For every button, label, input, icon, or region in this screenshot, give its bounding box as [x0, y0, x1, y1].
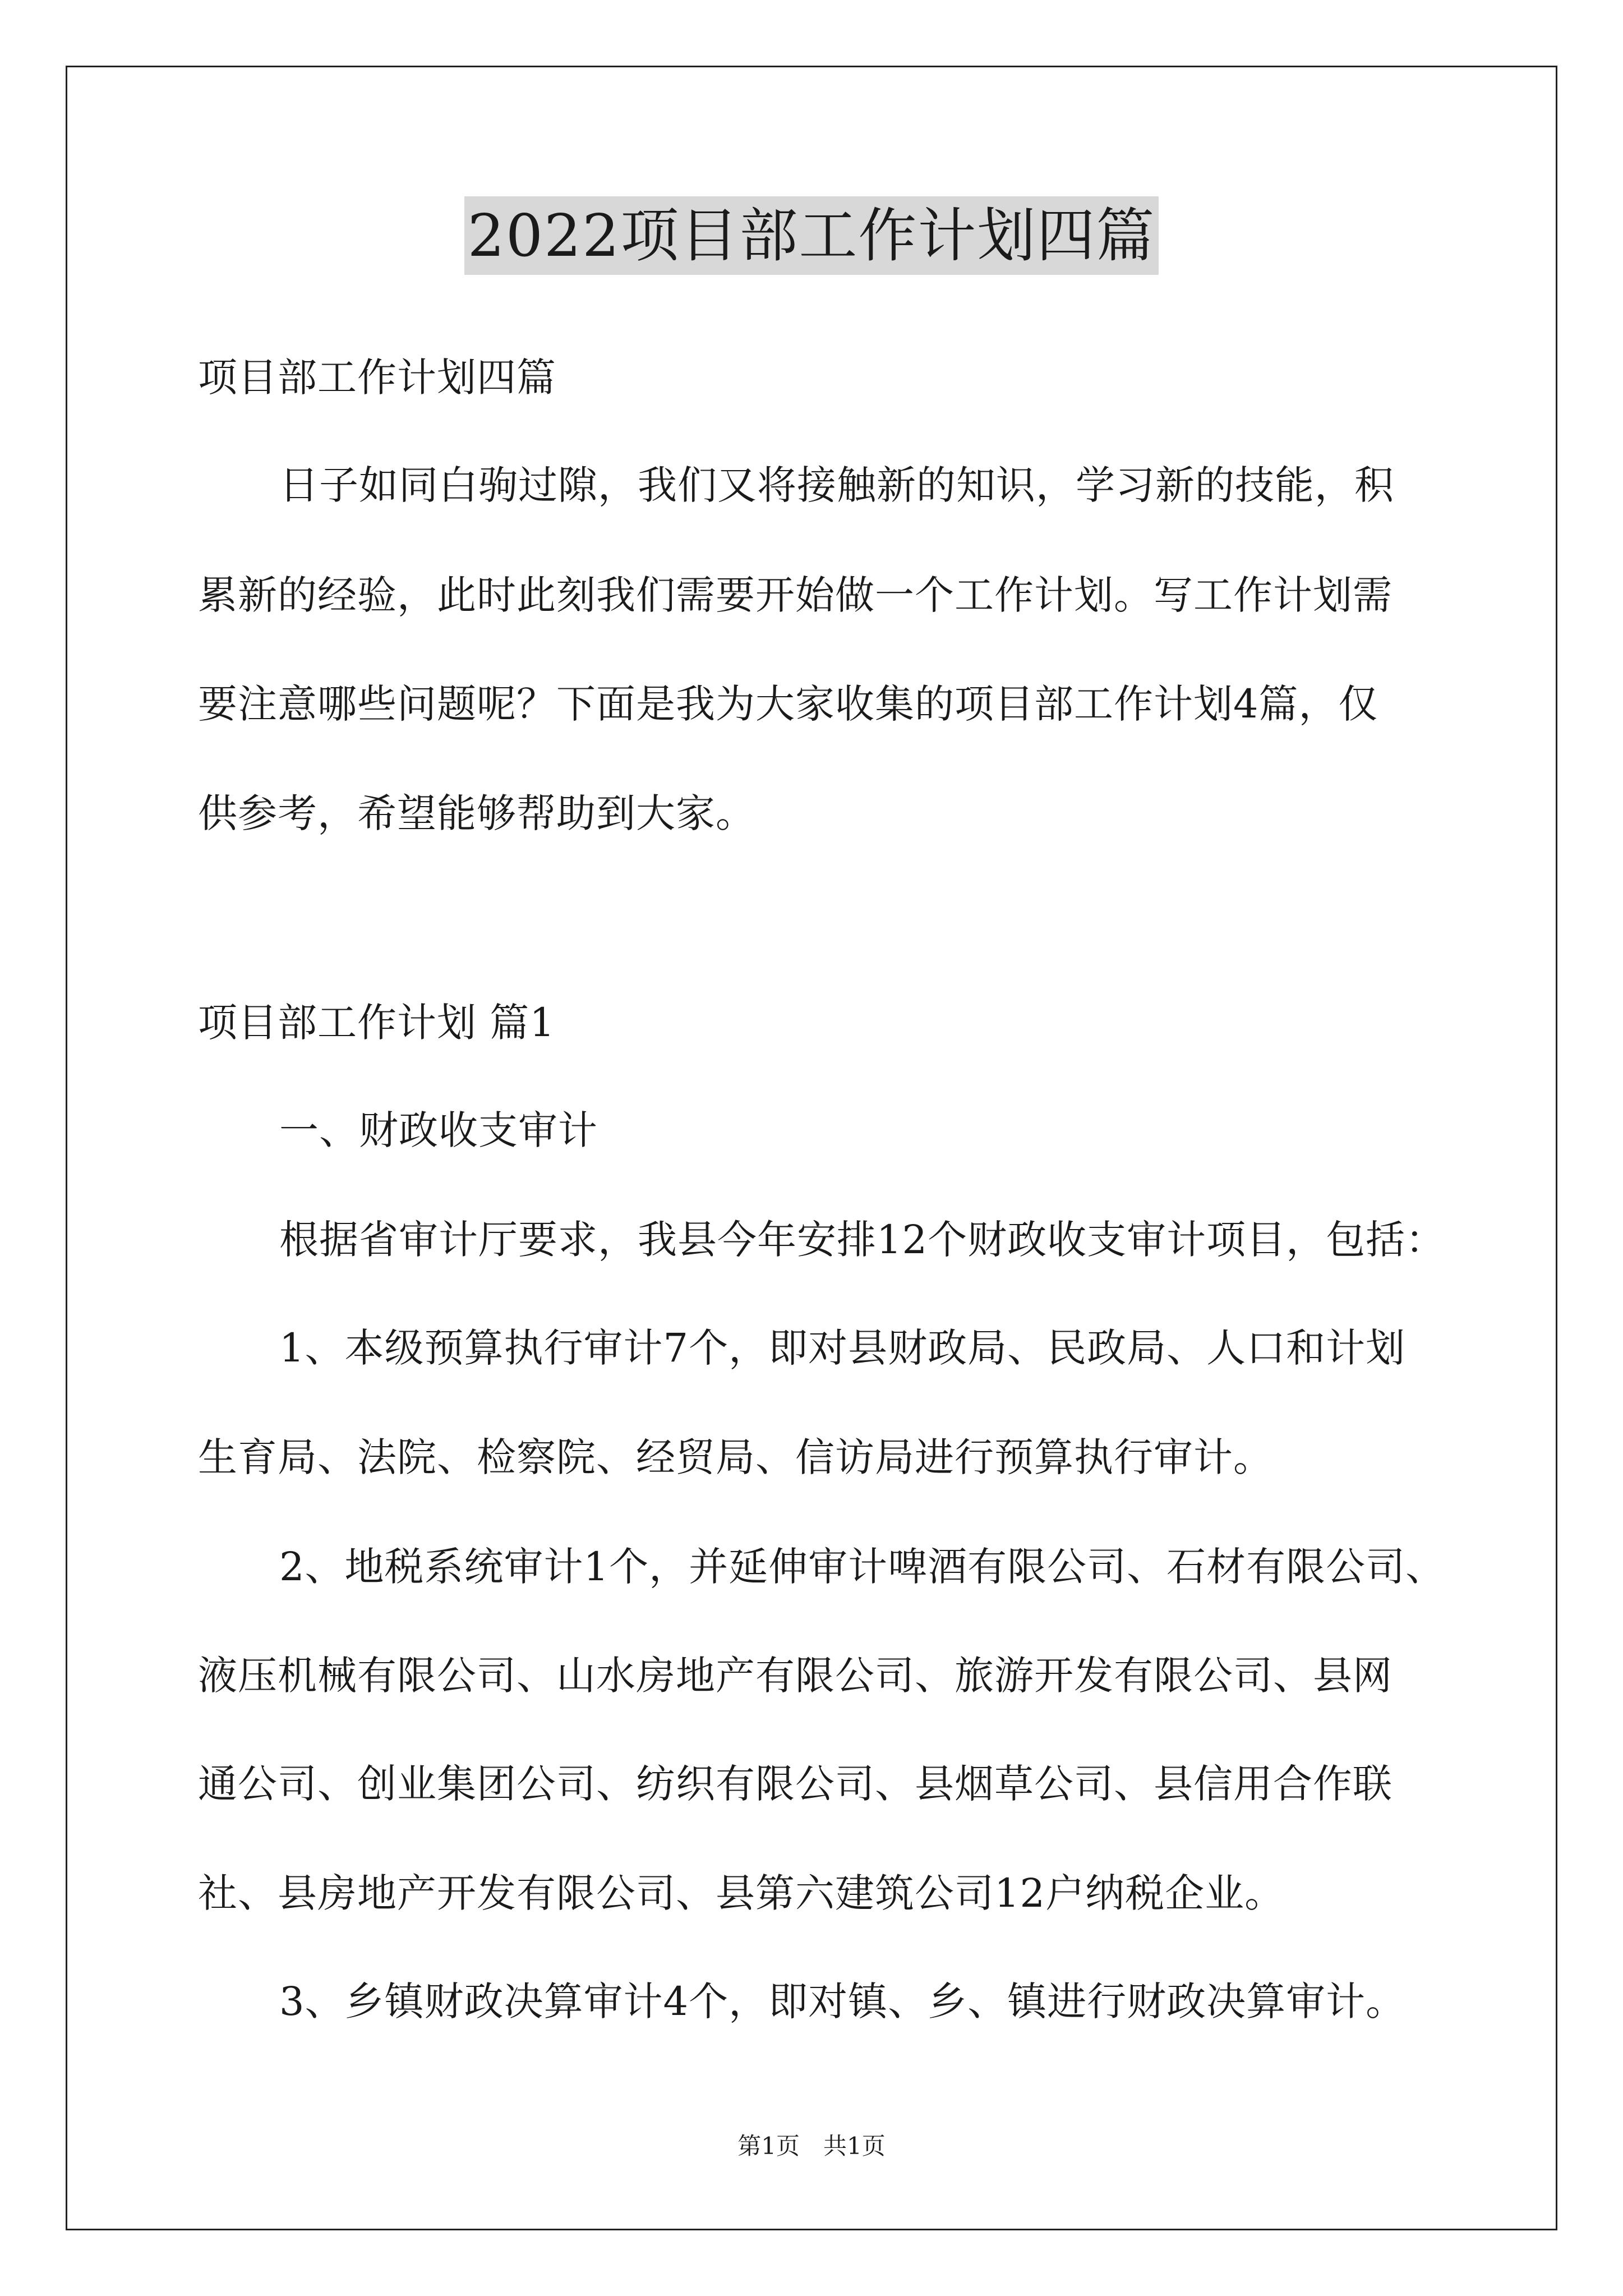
- page-footer: 第1页 共1页: [737, 2132, 886, 2160]
- intro-line-4: 供参考，希望能够帮助到大家。: [198, 790, 755, 836]
- document-title: 2022项目部工作计划四篇: [464, 196, 1159, 275]
- title-container: [0, 196, 1623, 275]
- intro-line-2: 累新的经验，此时此刻我们需要开始做一个工作计划。写工作计划需: [198, 572, 1393, 618]
- item2-line-2: 液压机械有限公司、山水房地产有限公司、旅游开发有限公司、县网: [198, 1653, 1393, 1699]
- document-subtitle: 项目部工作计划四篇: [198, 355, 556, 401]
- intro-line-3: 要注意哪些问题呢？下面是我为大家收集的项目部工作计划4篇，仅: [198, 681, 1378, 727]
- intro-line-1: 日子如同白驹过隙，我们又将接触新的知识，学习新的技能，积: [279, 462, 1394, 508]
- para-basis: 根据省审计厅要求，我县今年安排12个财政收支审计项目，包括：: [279, 1217, 1446, 1263]
- item2-line-3: 通公司、创业集团公司、纺织有限公司、县烟草公司、县信用合作联: [198, 1761, 1393, 1807]
- item2-line-1: 2、地税系统审计1个，并延伸审计啤酒有限公司、石材有限公司、: [279, 1544, 1446, 1590]
- section1-subheading: 一、财政收支审计: [279, 1107, 598, 1153]
- item1-line-2: 生育局、法院、检察院、经贸局、信访局进行预算执行审计。: [198, 1434, 1273, 1480]
- section1-heading: 项目部工作计划 篇1: [198, 1000, 555, 1046]
- item3-line-1: 3、乡镇财政决算审计4个，即对镇、乡、镇进行财政决算审计。: [279, 1978, 1406, 2024]
- item2-line-4: 社、县房地产开发有限公司、县第六建筑公司12户纳税企业。: [198, 1870, 1285, 1916]
- item1-line-1: 1、本级预算执行审计7个，即对县财政局、民政局、人口和计划: [279, 1325, 1406, 1371]
